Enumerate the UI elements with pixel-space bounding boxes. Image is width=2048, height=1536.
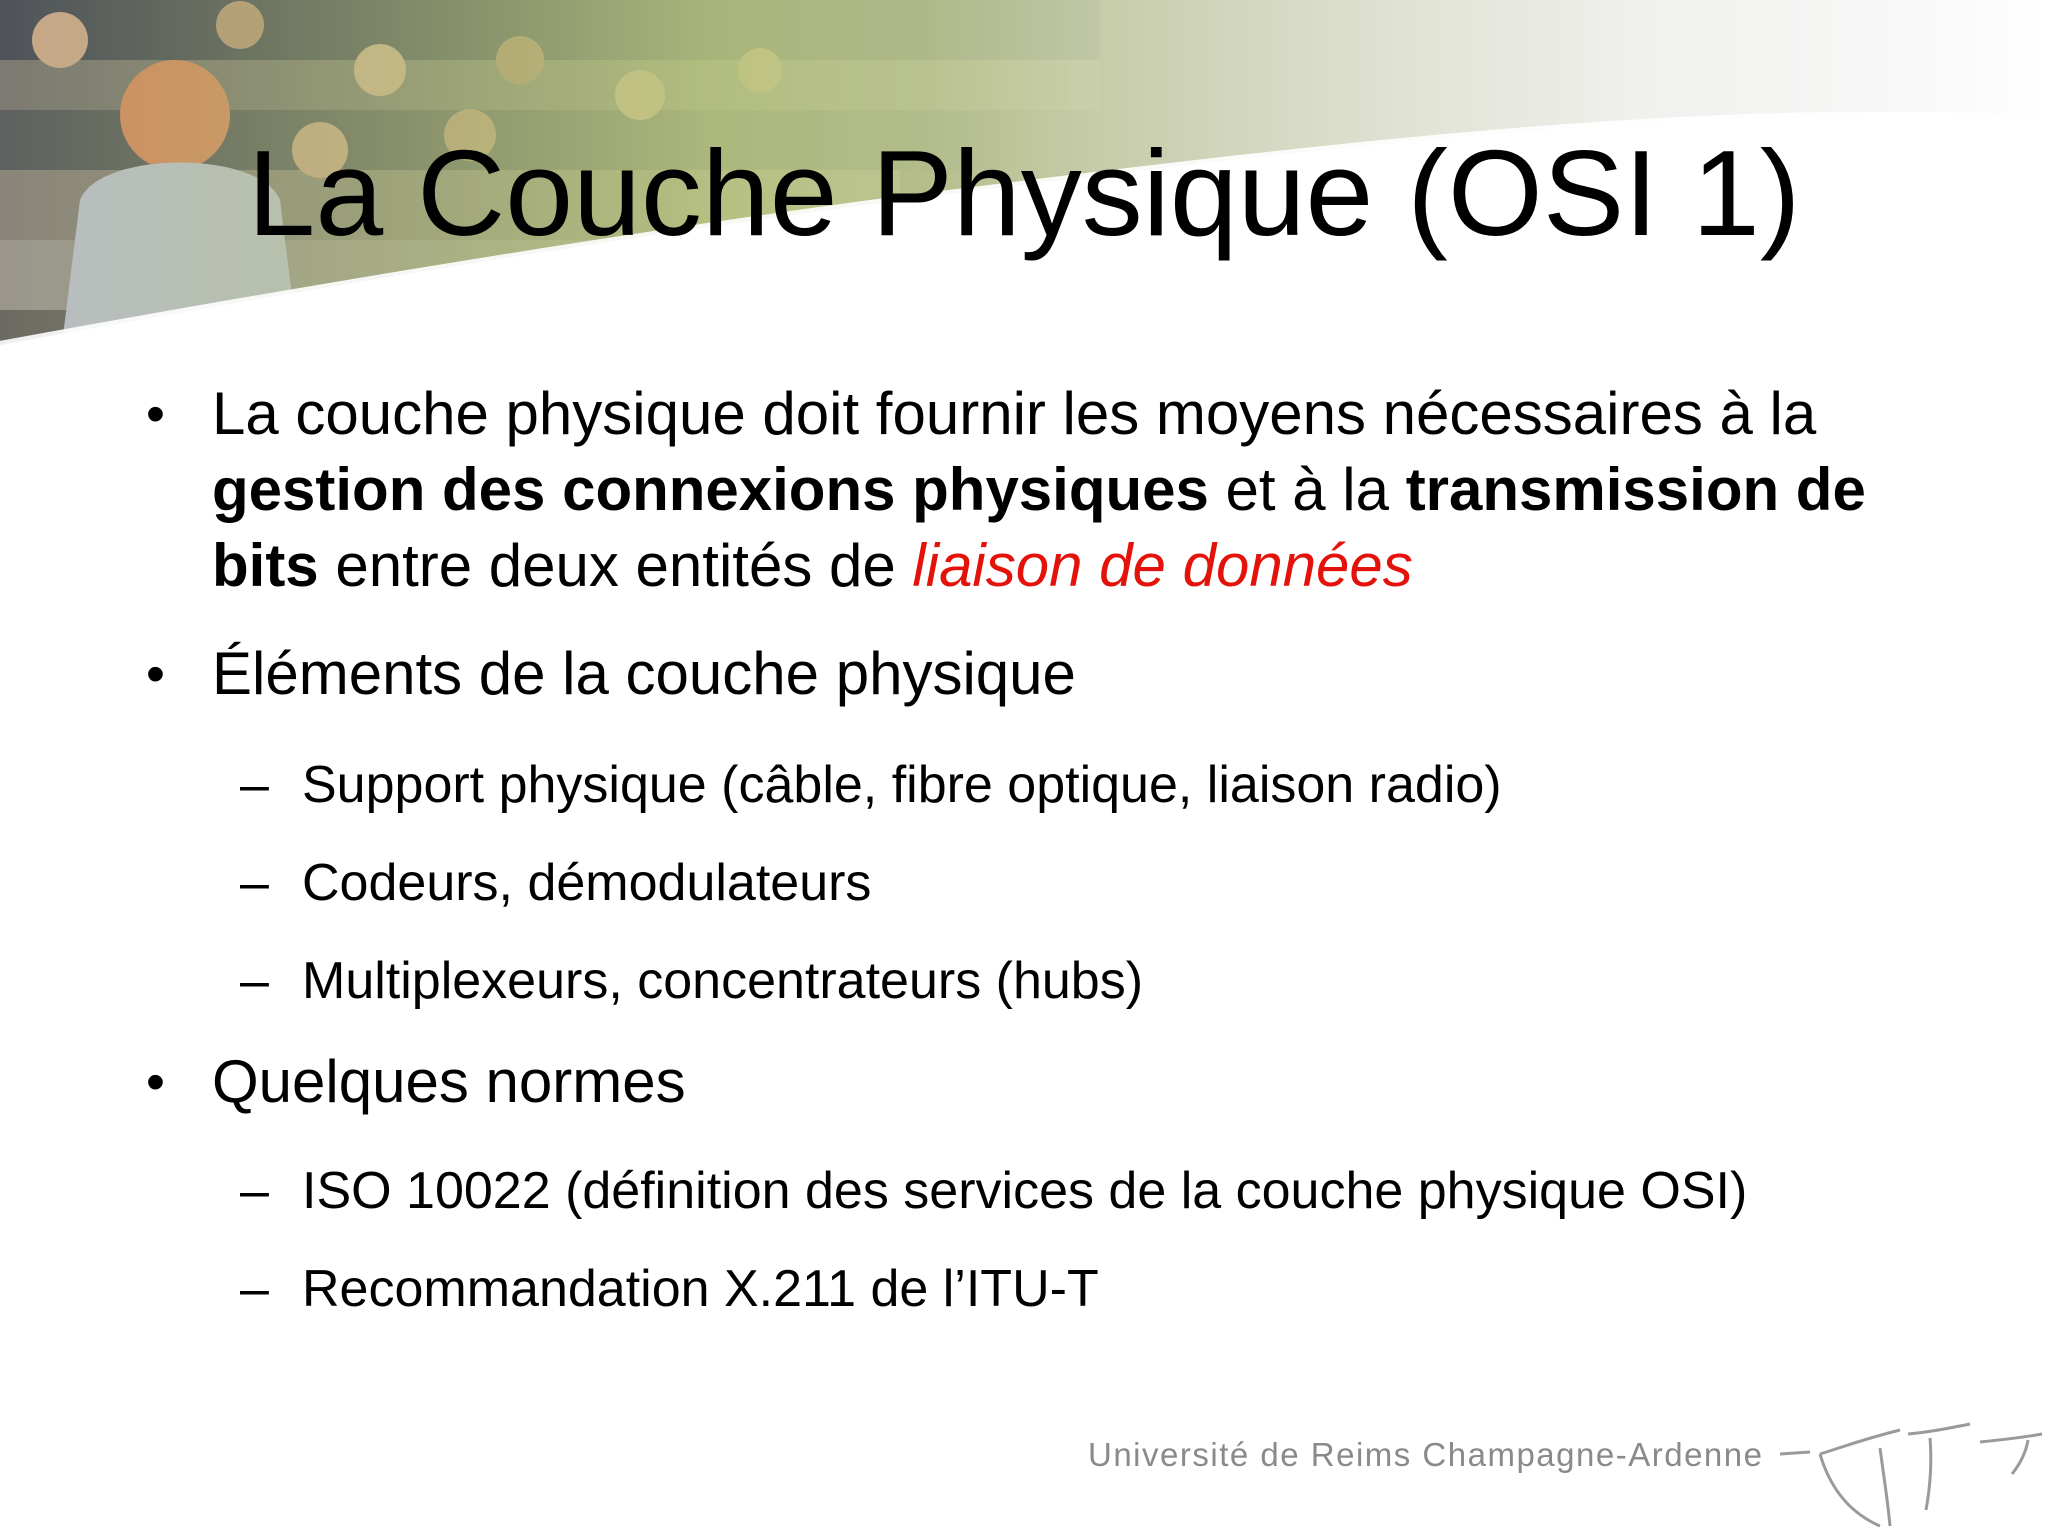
text-segment: La couche physique doit fournir les moyens nécessaires à la [212, 380, 1817, 447]
bullet-3-text: Quelques normes [212, 1048, 686, 1115]
sub-bullet-marker: – [240, 854, 269, 912]
bullet-1-line-2 [212, 452, 1866, 528]
bold-text-segment: gestion des connexions physiques [212, 456, 1209, 523]
sub-bullet-marker: – [240, 1260, 269, 1318]
sub-bullet-text: Support physique (câble, fibre optique, liaison radio) [302, 756, 1502, 814]
slide-title: La Couche Physique (OSI 1) [247, 125, 1801, 261]
text-segment: et à la [1208, 456, 1406, 523]
university-name: Université de Reims Champagne-Ardenne [1088, 1436, 1764, 1473]
sub-bullet-marker: – [240, 756, 269, 814]
bullet-marker: • [146, 644, 165, 704]
emphasis-text-segment: liaison de données [912, 532, 1413, 599]
bold-text-segment: transmission de [1405, 456, 1866, 523]
bullet-2-text: Éléments de la couche physique [212, 640, 1076, 707]
sub-bullet-text: Recommandation X.211 de l’ITU-T [302, 1260, 1099, 1318]
sub-bullet-marker: – [240, 952, 269, 1010]
bullet-marker: • [146, 384, 165, 444]
sub-bullet-text: Multiplexeurs, concentrateurs (hubs) [302, 952, 1144, 1010]
sub-bullet-text: Codeurs, démodulateurs [302, 854, 872, 912]
footer [1088, 1418, 2048, 1536]
bold-text-segment: bits [212, 532, 319, 599]
bullet-marker: • [146, 1052, 165, 1112]
bullet-1-line-3 [212, 528, 1413, 604]
university-logo-icon [1780, 1418, 2048, 1536]
text-segment: entre deux entités de [318, 532, 913, 599]
bullet-1-line-1 [212, 376, 1816, 452]
sub-bullet-marker: – [240, 1162, 269, 1220]
sub-bullet-text: ISO 10022 (définition des services de la couche physique OSI) [302, 1162, 1748, 1220]
